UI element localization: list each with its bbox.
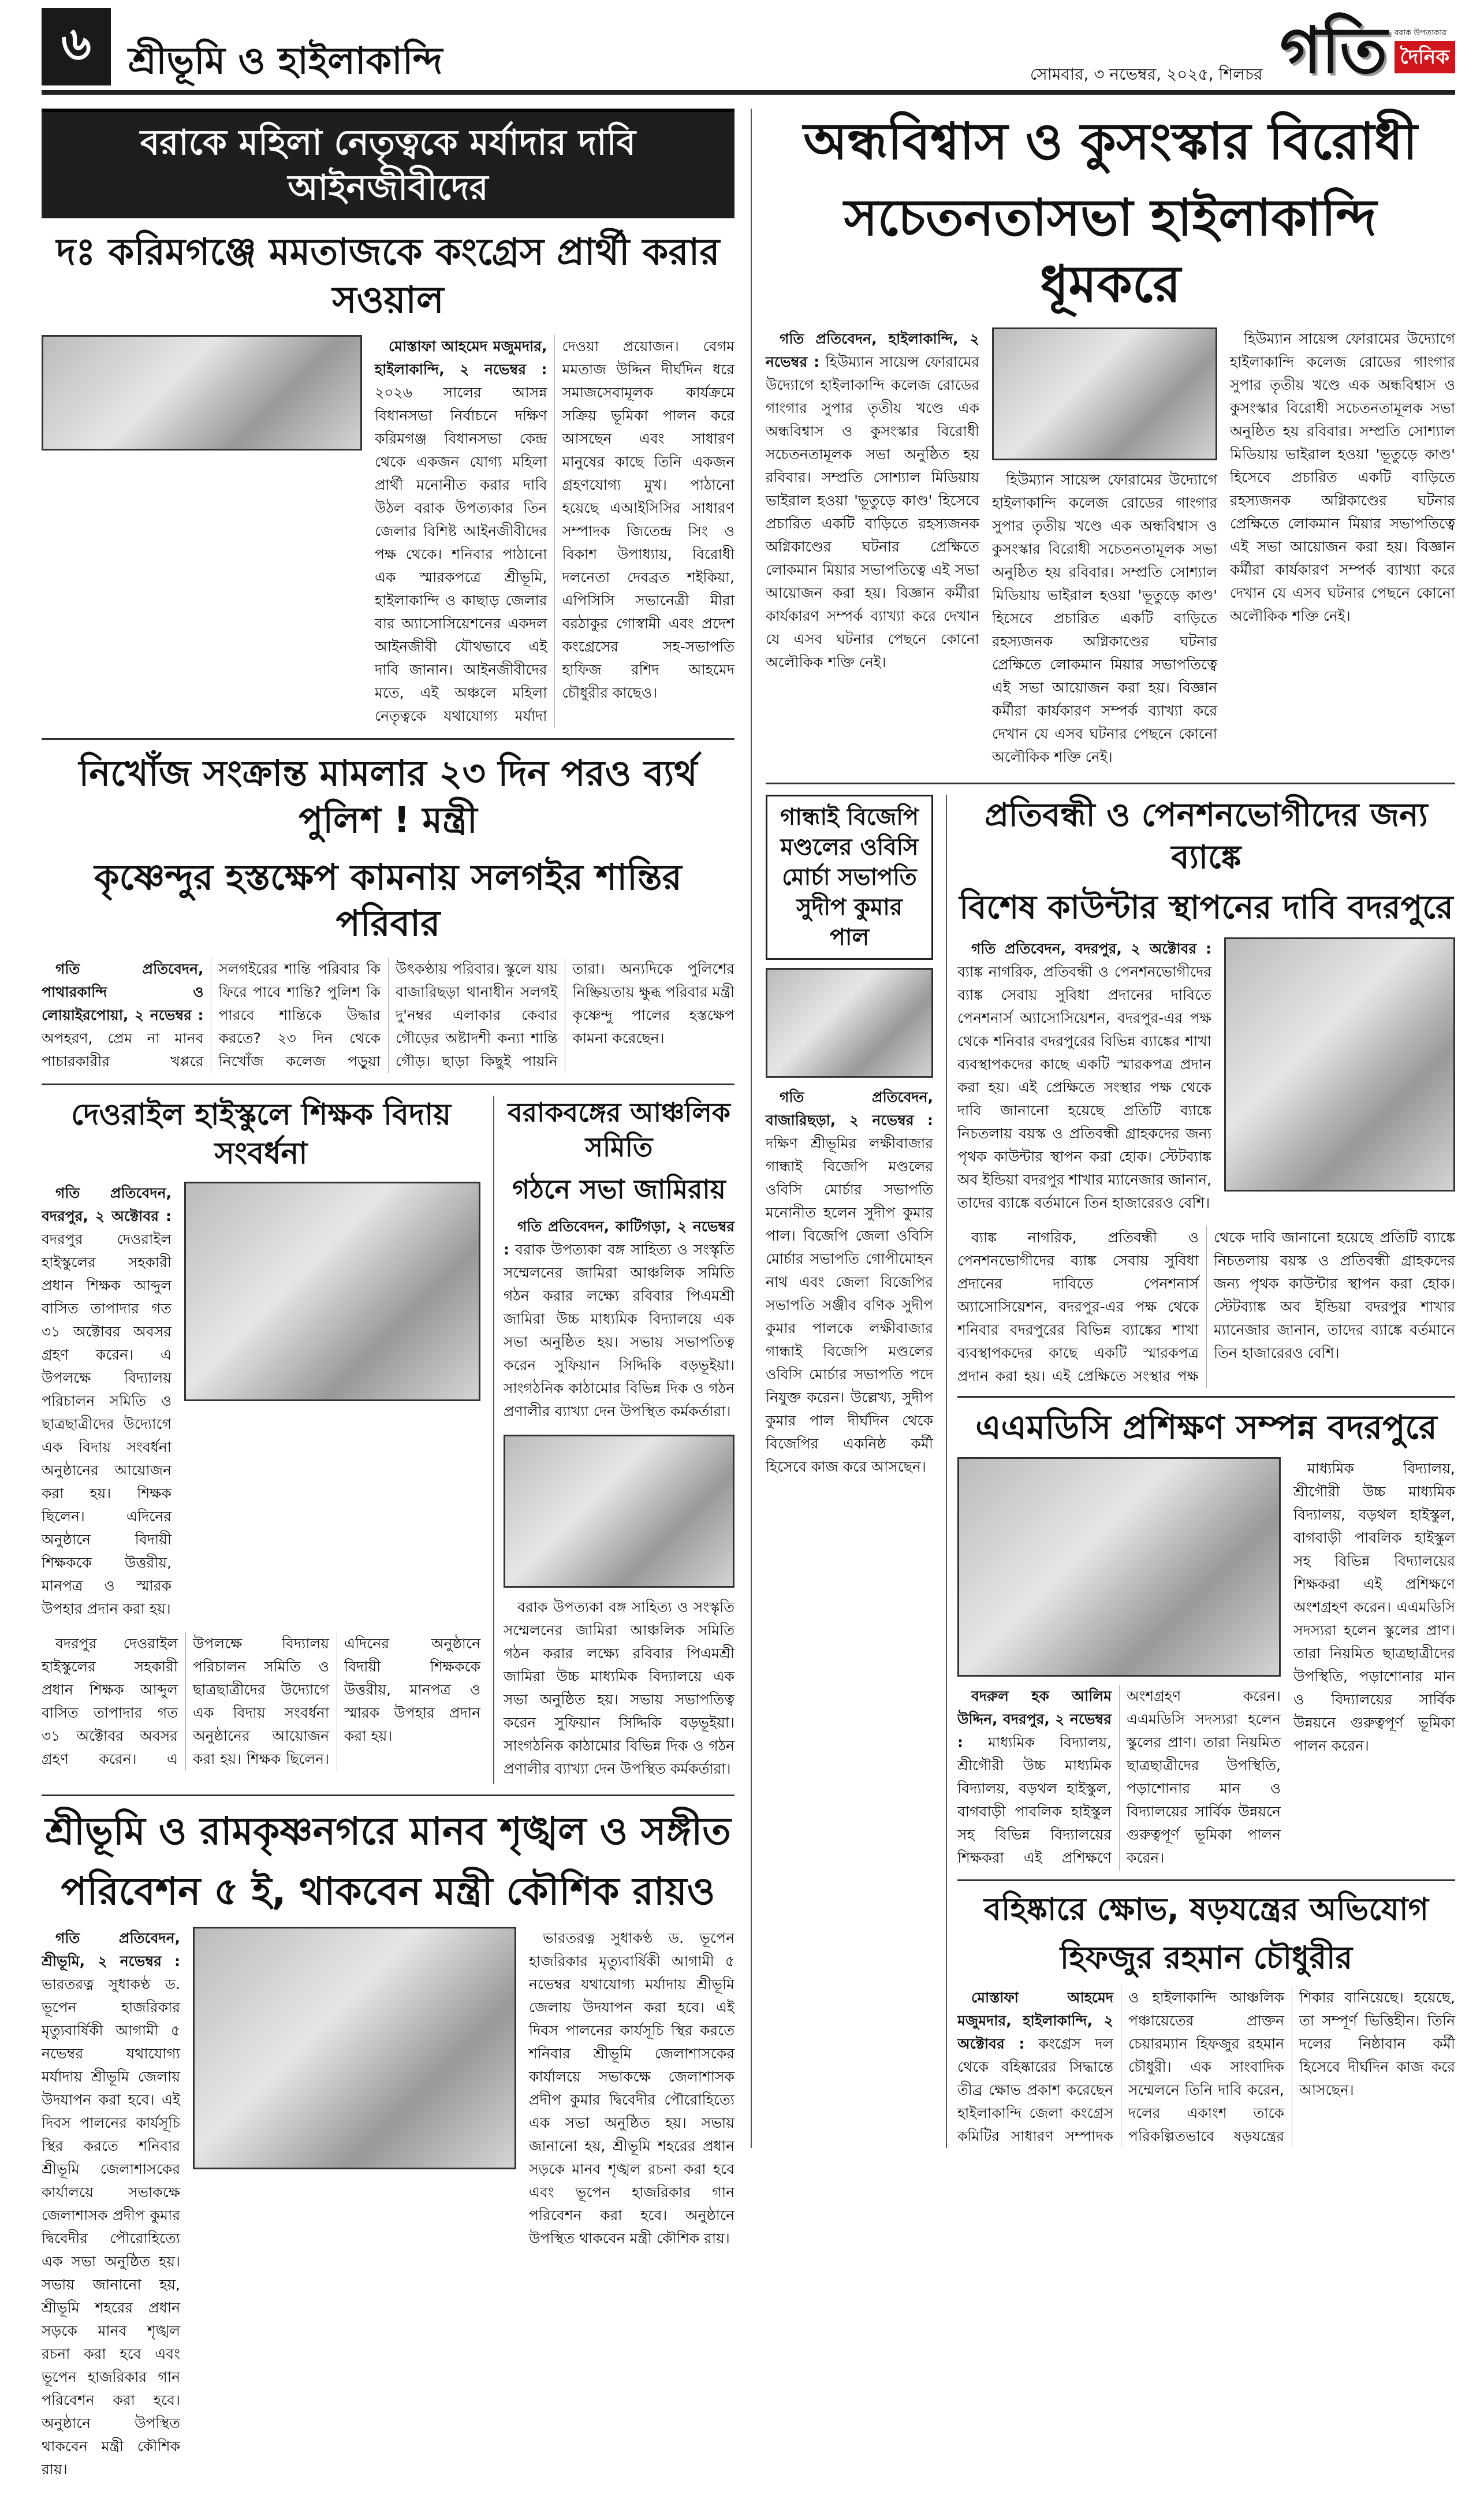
headline-mumtaz: দঃ করিমগঞ্জে মমতাজকে কংগ্রেস প্রার্থী করার সওয়াল: [56, 231, 720, 322]
amdc-row: [957, 1457, 1455, 1871]
article-text: অপহরণ, প্রেম না মানব পাচারকারীর খপ্পরে সলগইরের শান্তি পরিবার কি ফিরে পাবে শান্তি? পুলিশ কি পারবে শান্তিকে উদ্ধার করতে? ২৩ দিন থেকে নিখোঁজ কলেজ পড়ুয়া উৎকণ্ঠায় পরিবার। স্কুলে যায় বাজারিছড়া থানাধীন সলগই দু'নম্বর এলাকার কেবার গৌড়ের অষ্টাদশী কন্যা শান্তি গৌড়। ছাড়া কিছুই পায়নি তারা। অন্যদিকে পুলিশের নিষ্ক্রিয়তায় ক্ষুব্ধ পরিবার মন্ত্রী কৃষ্ণেন্দু পালের হস্তক্ষেপ কামনা করেছেন।: [42, 960, 734, 1070]
logo-tagline: বরাক উপত্যকার: [1394, 28, 1446, 38]
byline: গতি প্রতিবেদন, পাথারকান্দি ও লোয়াইরপোয়া, ২ নভেম্বর :: [42, 960, 204, 1023]
article-body-gandhai: [766, 1086, 933, 1482]
article-text: কংগ্রেস দল থেকে বহিষ্কারের সিদ্ধান্তে তীব্র ক্ষোভ প্রকাশ করেছেন হাইলাকান্দি জেলা কংগ্রেস কমিটির সাধারণ সম্পাদক ও হাইলাকান্দি আঞ্চলিক পঞ্চায়েতের প্রাক্তন চেয়ারম্যান হিফজুর রহমান চৌধুরী। এক সাংবাদিক সম্মেলনে তিনি দাবি করেন, দলের একাংশ তাকে পরিকল্পিতভাবে ষড়যন্ত্রের শিকার বানিয়েছে। হয়েছে, তা সম্পূর্ণ ভিত্তিহীন। তিনি দলের নিষ্ঠাবান কর্মী হিসেবে দীর্ঘদিন কাজ করে আসছেন।: [957, 1989, 1455, 2145]
article-body-expulsion: [957, 1986, 1455, 2148]
headline-amdc: এএমডিসি প্রশিক্ষণ সম্পন্ন বদরপুরে: [975, 1407, 1437, 1447]
mumtaz-row: [42, 335, 734, 728]
amdc-main: [957, 1457, 1281, 1871]
article-body-pension-cont: [957, 1226, 1455, 1388]
portrait-photo-sudip: [766, 968, 933, 1078]
byline: গতি প্রতিবেদন, বদরপুর, ২ অক্টোবর :: [42, 1184, 171, 1224]
headline-barak-banga-line1: বরাকবঙ্গের আঞ্চলিক সমিতি: [508, 1096, 730, 1163]
human-chain-row: [42, 1927, 734, 2485]
article-text: মাধ্যমিক বিদ্যালয়, শ্রীগৌরী উচ্চ মাধ্যমিক বিদ্যালয়, বড়থল হাইস্কুল, বাগবাড়ী পাবলিক হাইস্কুল সহ বিভিন্ন বিদ্যালয়ের শিক্ষকরা এই প্রশিক্ষণে অংশগ্রহণ করেন। এএমডিসি সদস্যরা হলেন স্কুলের প্রাণ। তারা নিয়মিত ছাত্রছাত্রীদের উপস্থিতি, পড়াশোনার মান ও বিদ্যালয়ের সার্বিক উন্নয়নে গুরুত্বপূর্ণ ভূমিকা পালন করেন।: [957, 1687, 1281, 1866]
article-text: হিউম্যান সায়েন্স ফোরামের উদ্যোগে হাইলাকান্দি কলেজ রোডের গাংগার সুপার তৃতীয় খণ্ডে এক অন্ধবিশ্বাস ও কুসংস্কার বিরোধী সচেতনতামূলক সভা অনুষ্ঠিত হয় রবিবার। সম্প্রতি সোশ্যাল মিডিয়ায় ভাইরাল হওয়া 'ভূতুড়ে কাণ্ড' হিসেবে প্রচারিত একটি বাড়িতে রহস্যজনক অগ্নিকাণ্ডের ঘটনার প্রেক্ষিতে লোকমান মিয়ার সভাপতিত্বে এই সভা আয়োজন করা হয়। বিজ্ঞান কর্মীরা কার্যকারণ সম্পর্ক ব্যাখ্যা করে দেখান যে এসব ঘটনার পেছনে কোনো অলৌকিক শক্তি নেই।: [766, 353, 979, 671]
page-number: ৬: [42, 8, 111, 85]
deorail-inner-row: [42, 1182, 480, 1624]
article-text: হিউম্যান সায়েন্স ফোরামের উদ্যোগে হাইলাকান্দি কলেজ রোডের গাংগার সুপার তৃতীয় খণ্ডে এক অন্ধবিশ্বাস ও কুসংস্কার বিরোধী সচেতনতামূলক সভা অনুষ্ঠিত হয় রবিবার। সম্প্রতি সোশ্যাল মিডিয়ায় ভাইরাল হওয়া 'ভূতুড়ে কাণ্ড' হিসেবে প্রচারিত একটি বাড়িতে রহস্যজনক অগ্নিকাণ্ডের ঘটনার প্রেক্ষিতে লোকমান মিয়ার সভাপতিত্বে এই সভা আয়োজন করা হয়। বিজ্ঞান কর্মীরা কার্যকারণ সম্পর্ক ব্যাখ্যা করে দেখান যে এসব ঘটনার পেছনে কোনো অলৌকিক শক্তি নেই।: [992, 471, 1217, 766]
byline: গতি প্রতিবেদন, বাজারিছড়া, ২ নভেম্বর :: [766, 1089, 933, 1129]
article-text: ভারতরত্ন সুধাকণ্ঠ ড. ভূপেন হাজরিকার মৃত্যুবার্ষিকী আগামী ৫ নভেম্বর যথাযোগ্য মর্যাদায় শ্রীভূমি জেলায় উদযাপন করা হবে। এই দিবস পালনের কার্যসূচি স্থির করতে শনিবার শ্রীভূমি জেলাশাসকের কার্যালয়ে সভাকক্ষে জেলাশাসক প্রদীপ কুমার দ্বিবেদীর পৌরোহিত্যে এক সভা অনুষ্ঠিত হয়। সভায় জানানো হয়, শ্রীভূমি শহরের প্রধান সড়কে মানব শৃঙ্খল রচনা করা হবে এবং ভূপেন হাজরিকার গান পরিবেশন করা হবে। অনুষ্ঠানে উপস্থিত থাকবেন মন্ত্রী কৌশিক রায়।: [42, 1975, 180, 2478]
article-body-amdc: [957, 1685, 1281, 1871]
headline-pension-line1: প্রতিবন্ধী ও পেনশনভোগীদের জন্য ব্যাঙ্কে: [985, 796, 1428, 876]
logo-badge: দৈনিক: [1394, 41, 1455, 73]
article-body-mumtaz: [375, 335, 734, 728]
right-stories: [946, 795, 1455, 2148]
lower-right-row: [766, 795, 1455, 2148]
byline: মোস্তাফা আহমেদ মজুমদার, হাইলাকান্দি, ২ অক্টোবর :: [957, 1989, 1113, 2053]
article-body-pension: [957, 937, 1211, 1218]
article-body-amdc-side: [1293, 1457, 1455, 1761]
news-photo-farewell: [184, 1182, 480, 1401]
article-body-barak-banga-cont: [504, 1596, 734, 1784]
news-photo-seminar: [992, 327, 1217, 460]
headline-superstition-line2: সচেতনতাসভা হাইলাকান্দি ধূমকরে: [844, 188, 1377, 314]
headline-deorail: দেওরাইল হাইস্কুলে শিক্ষক বিদায় সংবর্ধনা: [70, 1097, 452, 1171]
right-column: [751, 109, 1455, 2148]
article-body-deorail: [42, 1182, 171, 1624]
article-body-human-chain-cont: [529, 1927, 734, 2254]
masthead-logo: গতি: [1280, 13, 1388, 87]
banner-headline: বরাকে মহিলা নেতৃত্বকে মর্যাদার দাবি আইনজীবীদের: [42, 109, 734, 218]
article-text: দক্ষিণ শ্রীভূমির লক্ষীবাজার গান্ধাই বিজেপি মণ্ডলের ওবিসি মোর্চার সভাপতি মনোনীত হলেন সুদীপ কুমার পাল। বিজেপি জেলা ওবিসি মোর্চার সভাপতি গোপীমোহন নাথ এবং জেলা বিজেপির সভাপতি সঞ্জীব বণিক সুদীপ কুমার পালকে লক্ষীবাজার গান্ধাই বিজেপি মণ্ডলের ওবিসি মোর্চার সভাপতি পদে নিযুক্ত করেন। উল্লেখ্য, সুদীপ কুমার পাল দীর্ঘদিন থেকে বিজেপির একনিষ্ঠ কর্মী হিসেবে কাজ করে আসছেন।: [766, 1135, 933, 1476]
article-body-human-chain: [42, 1927, 180, 2485]
headline-missing-line2: কৃষ্ণেন্দুর হস্তক্ষেপ কামনায় সলগইর শান্তির পরিবার: [94, 855, 682, 945]
headline-missing-line1: নিখোঁজ সংক্রান্ত মামলার ২৩ দিন পরও ব্যর্থ পুলিশ ! মন্ত্রী: [79, 752, 698, 841]
article-body-missing: [42, 958, 734, 1073]
divider: [42, 1794, 734, 1796]
article-text: বরাক উপত্যকা বঙ্গ সাহিত্য ও সংস্কৃতি সম্মেলনের জামিরা আঞ্চলিক সমিতি গঠন করার লক্ষ্যে রবিবার পিএমশ্রী জামিরা উচ্চ মাধ্যমিক বিদ্যালয়ে এক সভা অনুষ্ঠিত হয়। সভায় সভাপতিত্ব করেন সুফিয়ান সিদ্দিকি বড়ভূইয়া। সাংগঠনিক কাঠামোর বিভিন্ন দিক ও গঠন প্রণালীর ব্যাখ্যা দেন উপস্থিত কর্মকর্তারা।: [504, 1241, 734, 1420]
gandhai-article: [766, 795, 933, 1482]
article-text: বদরপুর দেওরাইল হাইস্কুলের সহকারী প্রধান শিক্ষক আব্দুল বাসিত তাপাদার গত ৩১ অক্টোবর অবসর গ্রহণ করেন। এ উপলক্ষে বিদ্যালয় পরিচালন সমিতি ও ছাত্রছাত্রীদের উদ্যোগে এক বিদায় সংবর্ধনা অনুষ্ঠানের আয়োজন করা হয়। শিক্ষক ছিলেন। এদিনের অনুষ্ঠানে বিদায়ী শিক্ষককে উত্তরীয়, মানপত্র ও স্মারক উপহার প্রদান করা হয়।: [42, 1230, 171, 1617]
byline: গতি প্রতিবেদন, হাইলাকান্দি, ২ নভেম্বর :: [766, 330, 979, 371]
divider: [957, 1396, 1455, 1398]
logo-side: [1394, 28, 1455, 73]
news-photo-samiti: [504, 1435, 734, 1588]
article-text: বদরপুর দেওরাইল হাইস্কুলের সহকারী প্রধান শিক্ষক আব্দুল বাসিত তাপাদার গত ৩১ অক্টোবর অবসর গ্রহণ করেন। এ উপলক্ষে বিদ্যালয় পরিচালন সমিতি ও ছাত্রছাত্রীদের উদ্যোগে এক বিদায় সংবর্ধনা অনুষ্ঠানের আয়োজন করা হয়। শিক্ষক ছিলেন। এদিনের অনুষ্ঠানে বিদায়ী শিক্ষককে উত্তরীয়, মানপত্র ও স্মারক উপহার প্রদান করা হয়।: [42, 1635, 480, 1767]
article-body-barak-banga: [504, 1215, 734, 1427]
article-text: বরাক উপত্যকা বঙ্গ সাহিত্য ও সংস্কৃতি সম্মেলনের জামিরা আঞ্চলিক সমিতি গঠন করার লক্ষ্যে রবিবার পিএমশ্রী জামিরা উচ্চ মাধ্যমিক বিদ্যালয়ে এক সভা অনুষ্ঠিত হয়। সভায় সভাপতিত্ব করেন সুফিয়ান সিদ্দিকি বড়ভূইয়া। সাংগঠনিক কাঠামোর বিভিন্ন দিক ও গঠন প্রণালীর ব্যাখ্যা দেন উপস্থিত কর্মকর্তারা।: [504, 1599, 734, 1778]
article-text: ব্যাঙ্ক নাগরিক, প্রতিবন্ধী ও পেনশনভোগীদের ব্যাঙ্ক সেবায় সুবিধা প্রদানের দাবিতে পেনশনার্স অ্যাসোসিয়েশন, বদরপুর-এর পক্ষ থেকে শনিবার বদরপুরের বিভিন্ন ব্যাঙ্কের শাখা ব্যবস্থাপকদের কাছে একটি স্মারকপত্র প্রদান করা হয়। এই প্রেক্ষিতে সংস্থার পক্ষ থেকে দাবি জানানো হয়েছে প্রতিটি ব্যাঙ্কে নিচতলায় বয়স্ক ও প্রতিবন্ধী গ্রাহকদের জন্য পৃথক কাউন্টার স্থাপন করা হোক। স্টেটব্যাঙ্ক অব ইন্ডিয়া বদরপুর শাখার ম্যানেজার জানান, তাদের ব্যাঙ্কে বর্তমানে তিন হাজারেরও বেশি।: [957, 1228, 1455, 1384]
left-column: [42, 109, 734, 2485]
headline-expulsion-line2: হিফজুর রহমান চৌধুরীর: [1060, 1939, 1353, 1976]
news-photo-dc-meeting: [193, 1927, 516, 2169]
headline-gandhai: গান্ধাই বিজেপি মণ্ডলের ওবিসি মোর্চা সভাপতি সুদীপ কুমার পাল: [766, 795, 933, 960]
article-body-superstition-cont: [1230, 327, 1455, 631]
headline-pension-line2: বিশেষ কাউন্টার স্থাপনের দাবি বদরপুরে: [959, 888, 1453, 926]
article-text: ২০২৬ সালের আসন্ন বিধানসভা নির্বাচনে দক্ষিণ করিমগঞ্জ বিধানসভা কেন্দ্র থেকে একজন যোগ্য মহিলা প্রার্থী মনোনীত করার দাবি উঠল বরাক উপত্যকার তিন জেলার বিশিষ্ট আইনজীবীদের পক্ষ থেকে। শনিবার পাঠানো এক স্মারকপত্রে শ্রীভূমি, হাইলাকান্দি ও কাছাড় জেলার বার অ্যাসোসিয়েশনের একদল আইনজীবী যৌথভাবে এই দাবি জানান। আইনজীবীদের মতে, এই অঞ্চলে মহিলা নেতৃত্বকে যথাযোগ্য মর্যাদা দেওয়া প্রয়োজন। বেগম মমতাজ উদ্দিন দীর্ঘদিন ধরে সমাজসেবামূলক কার্যক্রমে সক্রিয় ভূমিকা পালন করে আসছেন এবং সাধারণ মানুষের কাছে তিনি একজন গ্রহণযোগ্য মুখ। পাঠানো হয়েছে এআইসিসির সাধারণ সম্পাদক জিতেন্দ্র সিং ও বিকাশ উপাধ্যায়, বিরোধী দলনেতা দেবব্রত শইকিয়া, এপিসিসি সভানেত্রী মীরা বরঠাকুর গোস্বামী এবং প্রদেশ কংগ্রেসের সহ-সভাপতি হাফিজ রশিদ আহমেদ চৌধুরীর কাছেও।: [375, 338, 734, 725]
byline: গতি প্রতিবেদন, শ্রীভূমি, ২ নভেম্বর :: [42, 1929, 180, 1969]
divider: [957, 1879, 1455, 1881]
news-photo-training: [957, 1457, 1281, 1677]
article-text: মাধ্যমিক বিদ্যালয়, শ্রীগৌরী উচ্চ মাধ্যমিক বিদ্যালয়, বড়থল হাইস্কুল, বাগবাড়ী পাবলিক হাইস্কুল সহ বিভিন্ন বিদ্যালয়ের শিক্ষকরা এই প্রশিক্ষণে অংশগ্রহণ করেন। এএমডিসি সদস্যরা হলেন স্কুলের প্রাণ। তারা নিয়মিত ছাত্রছাত্রীদের উপস্থিতি, পড়াশোনার মান ও বিদ্যালয়ের সার্বিক উন্নয়নে গুরুত্বপূর্ণ ভূমিকা পালন করেন।: [1293, 1460, 1455, 1754]
section-title: শ্রীভূমি ও হাইলাকান্দি: [128, 39, 443, 83]
superstition-mid: [992, 327, 1217, 772]
deorail-barak-row: [42, 1096, 734, 1784]
deorail-article: [42, 1096, 480, 1771]
news-photo-meeting: [42, 335, 362, 450]
divider: [766, 783, 1455, 784]
article-text: ব্যাঙ্ক নাগরিক, প্রতিবন্ধী ও পেনশনভোগীদের ব্যাঙ্ক সেবায় সুবিধা প্রদানের দাবিতে পেনশনার্স অ্যাসোসিয়েশন, বদরপুর-এর পক্ষ থেকে শনিবার বদরপুরের বিভিন্ন ব্যাঙ্কের শাখা ব্যবস্থাপকদের কাছে একটি স্মারকপত্র প্রদান করা হয়। এই প্রেক্ষিতে সংস্থার পক্ষ থেকে দাবি জানানো হয়েছে প্রতিটি ব্যাঙ্কে নিচতলায় বয়স্ক ও প্রতিবন্ধী গ্রাহকদের জন্য পৃথক কাউন্টার স্থাপন করা হোক। স্টেটব্যাঙ্ক অব ইন্ডিয়া বদরপুর শাখার ম্যানেজার জানান, তাদের ব্যাঙ্কে বর্তমানে তিন হাজারেরও বেশি।: [957, 963, 1211, 1211]
issue-date: সোমবার, ৩ নভেম্বর, ২০২৫, শিলচর: [1030, 64, 1263, 84]
headline-human-chain-line2: পরিবেশন ৫ ই, থাকবেন মন্ত্রী কৌশিক রায়ও: [61, 1868, 715, 1913]
article-text: ভারতরত্ন সুধাকণ্ঠ ড. ভূপেন হাজরিকার মৃত্যুবার্ষিকী আগামী ৫ নভেম্বর যথাযোগ্য মর্যাদায় শ্রীভূমি জেলায় উদযাপন করা হবে। এই দিবস পালনের কার্যসূচি স্থির করতে শনিবার শ্রীভূমি জেলাশাসকের কার্যালয়ে সভাকক্ষে জেলাশাসক প্রদীপ কুমার দ্বিবেদীর পৌরোহিত্যে এক সভা অনুষ্ঠিত হয়। সভায় জানানো হয়, শ্রীভূমি শহরের প্রধান সড়কে মানব শৃঙ্খল রচনা করা হবে এবং ভূপেন হাজরিকার গান পরিবেশন করা হবে। অনুষ্ঠানে উপস্থিত থাকবেন মন্ত্রী কৌশিক রায়।: [529, 1929, 734, 2247]
masthead: [1280, 13, 1455, 87]
headline-expulsion-line1: বহিষ্কারে ক্ষোভ, ষড়যন্ত্রের অভিযোগ: [983, 1890, 1429, 1927]
headline-human-chain-line1: শ্রীভূমি ও রামকৃষ্ণনগরে মানব শৃঙ্খল ও সঙ্গীত: [45, 1809, 731, 1854]
byline: বদরুল হক আলিম উদ্দিন, বদরপুর, ২ নভেম্বর :: [957, 1687, 1112, 1751]
byline: মোস্তাফা আহমেদ মজুমদার, হাইলাকান্দি, ২ নভেম্বর :: [375, 338, 547, 378]
byline: গতি প্রতিবেদন, কাটিগড়া, ২ নভেম্বর :: [504, 1218, 734, 1259]
article-text: হিউম্যান সায়েন্স ফোরামের উদ্যোগে হাইলাকান্দি কলেজ রোডের গাংগার সুপার তৃতীয় খণ্ডে এক অন্ধবিশ্বাস ও কুসংস্কার বিরোধী সচেতনতামূলক সভা অনুষ্ঠিত হয় রবিবার। সম্প্রতি সোশ্যাল মিডিয়ায় ভাইরাল হওয়া 'ভূতুড়ে কাণ্ড' হিসেবে প্রচারিত একটি বাড়িতে রহস্যজনক অগ্নিকাণ্ডের ঘটনার প্রেক্ষিতে লোকমান মিয়ার সভাপতিত্বে এই সভা আয়োজন করা হয়। বিজ্ঞান কর্মীরা কার্যকারণ সম্পর্ক ব্যাখ্যা করে দেখান যে এসব ঘটনার পেছনে কোনো অলৌকিক শক্তি নেই।: [1230, 330, 1455, 625]
page-body: [42, 109, 1455, 2485]
pension-row: [957, 937, 1455, 1218]
article-body-superstition-cont2: [992, 468, 1217, 772]
byline: গতি প্রতিবেদন, বদরপুর, ২ অক্টোবর :: [971, 940, 1211, 957]
divider: [42, 738, 734, 740]
headline-barak-banga-line2: গঠনে সভা জামিরায়: [512, 1174, 726, 1205]
news-photo-memorandum: [1224, 937, 1455, 1192]
superstition-row: [766, 327, 1455, 772]
divider: [42, 1084, 734, 1085]
article-body-superstition: [766, 327, 979, 677]
page-header: [42, 8, 1455, 95]
article-body-deorail-cont: [42, 1632, 480, 1771]
barak-banga-article: [493, 1096, 734, 1784]
headline-superstition-line1: অন্ধবিশ্বাস ও কুসংস্কার বিরোধী: [803, 111, 1418, 171]
